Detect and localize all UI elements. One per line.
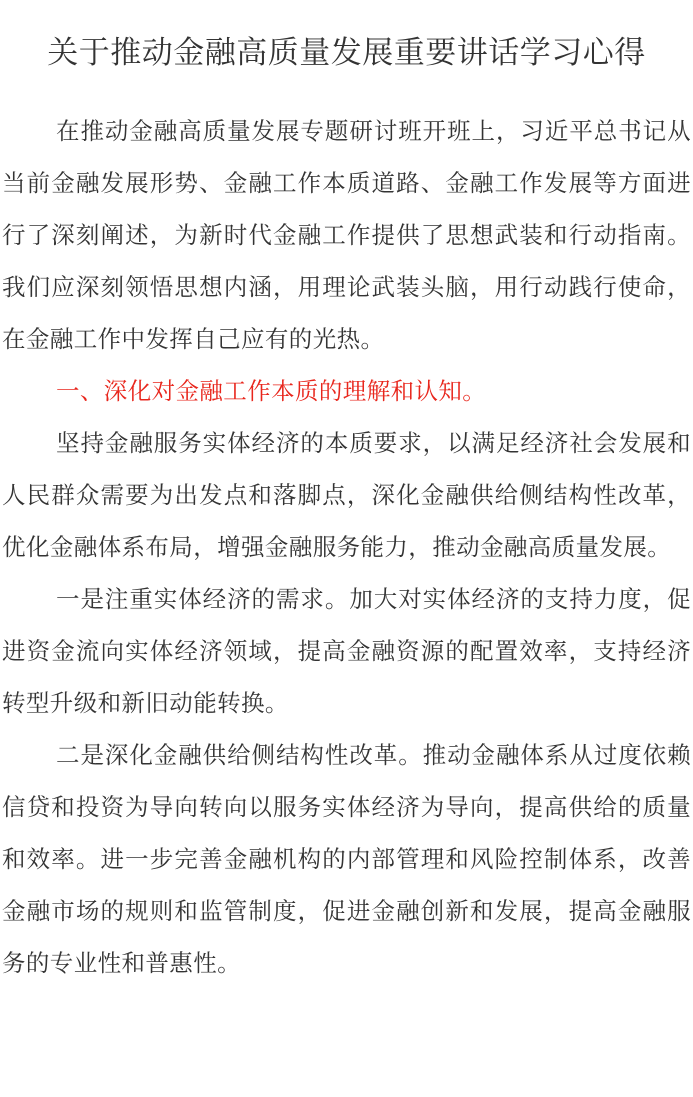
section-heading: 一、深化对金融工作本质的理解和认知。 (56, 377, 487, 405)
body-paragraph: 二是深化金融供给侧结构性改革。推动金融体系从过度依赖信贷和投资为导向转向以服务实体经济为导向，提高供给的质量和效率。进一步完善金融机构的内部管理和风险控制体系，改善金融市场的规则和监管制度，促进金融创新和发展，提高金融服务的专业性和普惠性。 (2, 741, 691, 977)
document-body (2, 105, 691, 989)
body-paragraph: 坚持金融服务实体经济的本质要求，以满足经济社会发展和人民群众需要为出发点和落脚点，深化金融供给侧结构性改革，优化金融体系布局，增强金融服务能力，推动金融高质量发展。 (2, 429, 691, 561)
intro-paragraph: 在推动金融高质量发展专题研讨班开班上，习近平总书记从当前金融发展形势、金融工作本质道路、金融工作发展等方面进行了深刻阐述，为新时代金融工作提供了思想武装和行动指南。我们应深刻领悟思想内涵，用理论武装头脑，用行动践行使命，在金融工作中发挥自己应有的光热。 (2, 117, 691, 353)
body-paragraph: 一是注重实体经济的需求。加大对实体经济的支持力度，促进资金流向实体经济领域，提高金融资源的配置效率，支持经济转型升级和新旧动能转换。 (2, 585, 691, 717)
document-title: 关于推动金融高质量发展重要讲话学习心得 (47, 35, 646, 71)
